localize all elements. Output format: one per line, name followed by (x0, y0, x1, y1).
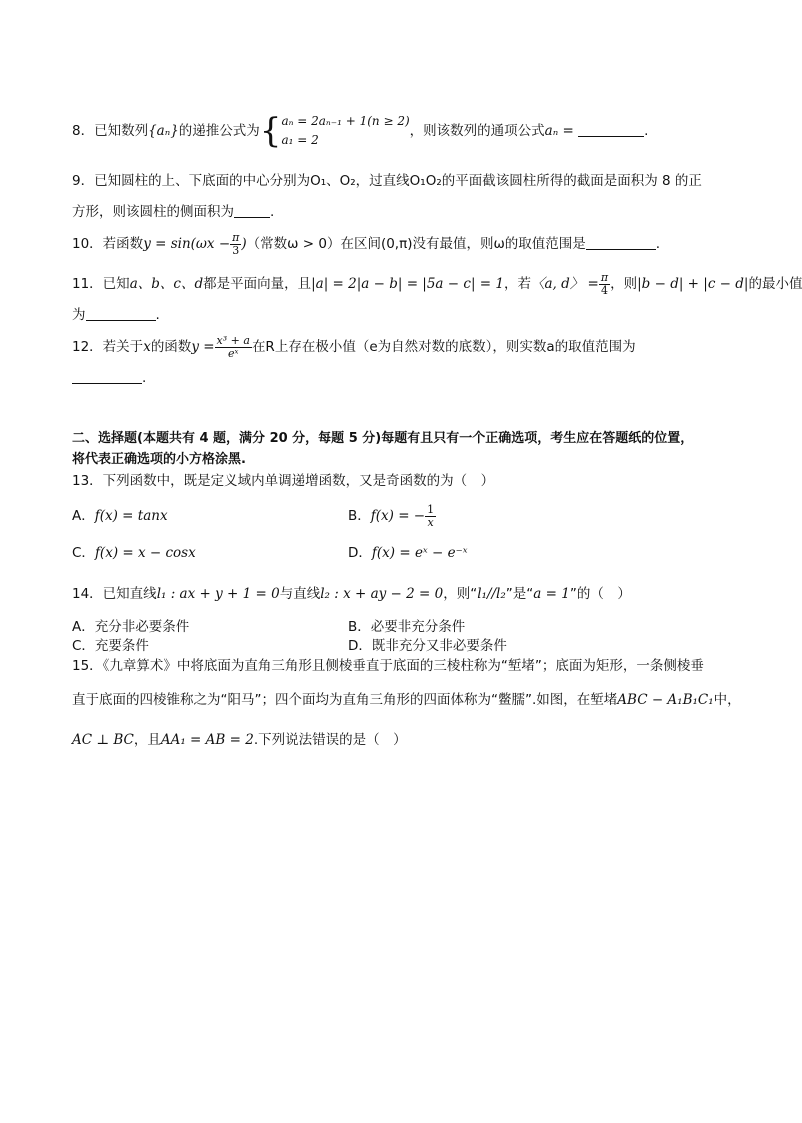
q12-y: y = (191, 339, 215, 355)
q11-text-d: ，则 (610, 276, 638, 292)
q8-prefix: 8．已知数列 (72, 123, 149, 139)
q15-text-b: 中， (713, 692, 741, 708)
q13-option-d-label: D． (348, 545, 372, 561)
q14-text-c: ，则“ (443, 586, 478, 602)
q8-suffix: ，则该数列的通项公式 (409, 123, 545, 139)
q15-perpendicular: AC ⊥ BC (72, 732, 134, 748)
question-13-stem: 13．下列函数中，既是定义域内单调递增函数，又是奇函数的为（ ） (72, 473, 495, 489)
q14-line-l1: l₁ : ax + y + 1 = 0 (156, 586, 280, 602)
question-12-line1 (72, 332, 636, 362)
q12-answer-blank[interactable] (72, 369, 142, 384)
q11-answer-blank[interactable] (86, 306, 156, 321)
q13-option-a-math: f(x) = tanx (94, 508, 168, 524)
q13-option-d[interactable] (348, 543, 468, 563)
q13-option-c-label: C． (72, 545, 95, 561)
q14-condition: a = 1 (533, 586, 570, 602)
q12-mid: 的函数 (150, 339, 192, 355)
q13-option-a[interactable] (72, 502, 168, 530)
q11-condition: |a| = 2|a − b| = |5a − c| = 1 (311, 276, 504, 292)
q15-prism: ABC − A₁B₁C₁ (617, 692, 714, 708)
q8-answer-blank[interactable] (578, 122, 644, 137)
q11-text-c: ，若 (503, 276, 531, 292)
q13-option-b-den: x (427, 515, 434, 529)
section-2-heading-line2: 将代表正确选项的小方格涂黑. (72, 452, 246, 467)
q14-text-e: ”的（ ） (569, 586, 631, 602)
brace-icon: { (259, 111, 282, 151)
q11-angle: 〈a, d〉 = (530, 276, 599, 292)
q12-variable: x (143, 339, 151, 355)
q15-text-d: .下列说法错误的是（ ） (253, 732, 407, 748)
question-11-line1 (72, 270, 802, 298)
q11-text-e: 的最小值 (748, 276, 802, 292)
q8-recurrence-system (281, 112, 409, 150)
q14-text-d: ”是“ (505, 586, 534, 602)
q14-option-d[interactable]: D．既非充分又非必要条件 (348, 638, 507, 654)
question-9-line1: 9．已知圆柱的上、下底面的中心分别为O₁、O₂，过直线O₁O₂的平面截该圆柱所得的截面是面积为 8 的正 (72, 173, 702, 189)
q12-denominator: eˣ (228, 346, 239, 360)
q10-condition: （常数ω > 0）在区间(0,π)没有最值，则ω的取值范围是 (246, 236, 586, 252)
q12-fraction (215, 335, 252, 360)
q13-option-d-math: f(x) = eˣ − e⁻ˣ (371, 545, 468, 561)
q8-system-line2: a₁ = 2 (281, 133, 319, 147)
q9-end: . (270, 204, 275, 220)
q9-answer-blank[interactable] (234, 203, 270, 218)
q14-line-l2: l₂ : x + ay − 2 = 0 (320, 586, 444, 602)
question-8 (72, 112, 648, 150)
q14-text-a: 14．已知直线 (72, 586, 157, 602)
q13-option-b[interactable] (348, 502, 436, 530)
q11-text-a: 11．已知 (72, 276, 130, 292)
q13-option-b-fraction (425, 504, 436, 529)
q10-frac-num: π (232, 230, 240, 244)
q9-line2-text: 方形，则该圆柱的侧面积为 (72, 204, 234, 220)
q8-mid-text: 的递推公式为 (178, 123, 260, 139)
q11-end: . (155, 307, 160, 323)
q15-text-a: 直于底面的四棱锥称之为“阳马”；四个面均为直角三角形的四面体称为“鳖臑”.如图，在堑堵 (72, 692, 618, 708)
q12-numerator: x³ + a (216, 333, 250, 347)
question-10 (72, 230, 660, 258)
q15-equation: AA₁ = AB = 2 (160, 732, 254, 748)
q8-an: aₙ = (544, 123, 574, 139)
q13-option-c[interactable] (72, 543, 196, 563)
question-12-line2 (72, 368, 146, 388)
q12-suffix: 在R上存在极小值（e为自然对数的底数），则实数a的取值范围为 (251, 339, 636, 355)
q14-text-b: 与直线 (279, 586, 321, 602)
question-9-line2 (72, 202, 274, 222)
q13-option-b-math: f(x) = − (370, 508, 426, 524)
q10-fraction (230, 232, 241, 257)
q14-option-b[interactable]: B．必要非充分条件 (348, 619, 466, 635)
q10-end: . (655, 236, 661, 252)
q8-system-line1: aₙ = 2aₙ₋₁ + 1(n ≥ 2) (281, 114, 410, 128)
q14-parallel: l₁//l₂ (477, 586, 506, 602)
q10-function-left: y = sin(ωx − (143, 236, 231, 252)
section-2-heading-line1: 二、选择题(本题共有 4 题，满分 20 分，每题 5 分)每题有且只有一个正确选项，考生应在答题纸的位置， (72, 431, 694, 446)
q8-end: . (644, 123, 649, 139)
q14-option-a[interactable]: A．充分非必要条件 (72, 619, 190, 635)
q15-text-c: ，且 (133, 732, 161, 748)
q11-vectors: a、b、c、d (129, 276, 204, 292)
q11-frac-num: π (600, 270, 609, 284)
q10-answer-blank[interactable] (586, 235, 656, 250)
question-15-line3 (72, 730, 407, 750)
q10-prefix: 10．若函数 (72, 236, 144, 252)
q13-option-c-math: f(x) = x − cosx (94, 545, 196, 561)
q12-end: . (142, 370, 147, 386)
q13-option-b-num: 1 (427, 502, 435, 516)
q10-function-right: ) (241, 236, 247, 252)
q11-fraction (599, 272, 610, 297)
question-15-line1: 15．《九章算术》中将底面为直角三角形且侧棱垂直于底面的三棱柱称为“堑堵”；底面为矩形，一条侧棱垂 (72, 658, 704, 674)
question-15-line2 (72, 690, 741, 710)
q10-frac-den: 3 (232, 243, 240, 257)
q12-prefix: 12．若关于 (72, 339, 144, 355)
q8-sequence: {aₙ} (148, 123, 179, 139)
q14-option-c[interactable]: C．充要条件 (72, 638, 149, 654)
q11-frac-den: 4 (600, 283, 608, 297)
q13-option-b-label: B． (348, 508, 371, 524)
q11-expression: |b − d| + |c − d| (637, 276, 749, 292)
q13-option-a-label: A． (72, 508, 95, 524)
question-11-line2 (72, 305, 160, 325)
question-14-stem (72, 584, 631, 604)
q11-text-b: 都是平面向量，且 (203, 276, 312, 292)
q11-line2-text: 为 (72, 307, 86, 323)
